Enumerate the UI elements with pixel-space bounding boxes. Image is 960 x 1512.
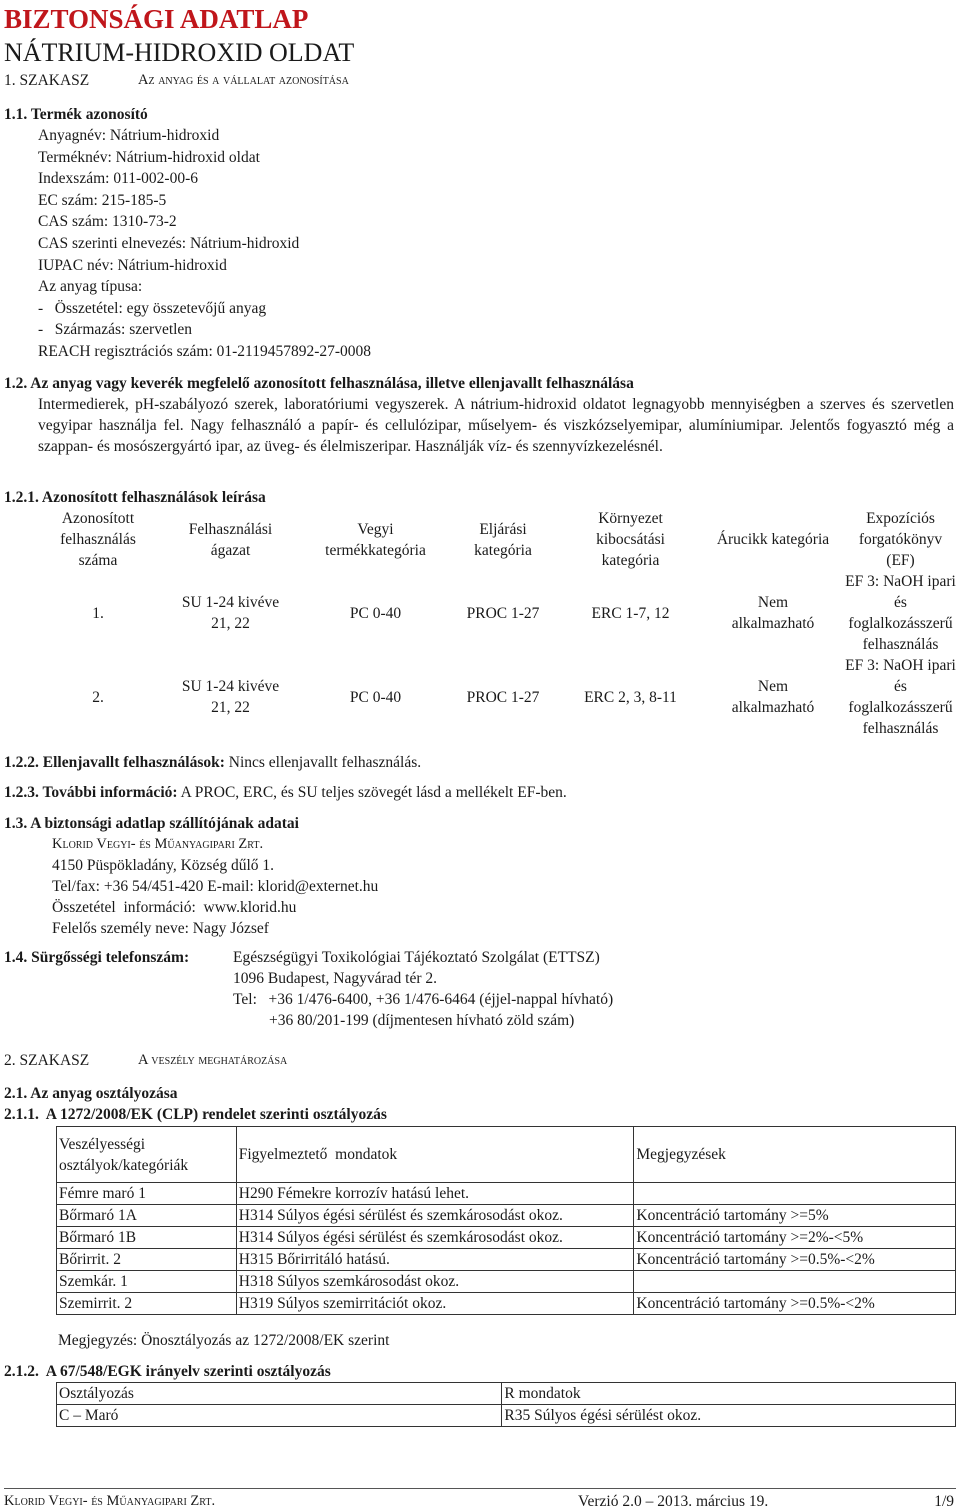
use-erc: ERC 1-7, 12 <box>591 604 670 622</box>
remark <box>634 1183 956 1205</box>
table-row <box>38 571 958 655</box>
product-title: NÁTRIUM-HIDROXID OLDAT <box>4 38 355 67</box>
hazard-statement: H319 Súlyos szemirritációt okoz. <box>236 1293 634 1315</box>
header-cell: Figyelmeztető mondatok <box>236 1127 634 1183</box>
use-pc: PC 0-40 <box>349 688 402 706</box>
header-cell: R mondatok <box>502 1383 956 1405</box>
hazard-class: Bőrirrit. 2 <box>57 1249 237 1271</box>
subsection-1-4-label: 1.4. Sürgősségi telefonszám: <box>4 949 190 966</box>
header-cell: Vegyi termékkategória <box>325 520 426 559</box>
use-sector: SU 1-24 kivéve 21, 22 <box>181 678 280 716</box>
table-header-row <box>57 1383 956 1405</box>
footer-page-number: 1/9 <box>934 1493 954 1510</box>
use-sector: SU 1-24 kivéve 21, 22 <box>181 594 280 632</box>
subsection-1-2-3-text: A PROC, ERC, és SU teljes szövegét lásd a mellékelt EF-ben. <box>180 784 567 801</box>
header-cell: Osztályozás <box>57 1383 502 1405</box>
use-es: EF 3: NaOH ipari és foglalkozásszerű felhasználás <box>845 657 956 737</box>
emergency-service: Egészségügyi Toxikológiai Tájékoztató Szolgálat (ETTSZ) <box>233 949 600 966</box>
dsd-classification-table <box>56 1382 956 1427</box>
product-identifier-list <box>38 125 371 363</box>
subsection-2-1-2-title: 2.1.2. A 67/548/EGK irányelv szerinti osztályozás <box>4 1363 331 1380</box>
hazard-class: Fémre maró 1 <box>57 1183 237 1205</box>
subsection-1-2-2 <box>4 752 421 773</box>
use-proc: PROC 1-27 <box>466 604 540 622</box>
clp-classification-table <box>56 1126 956 1315</box>
footer-version: Verzió 2.0 – 2013. március 19. <box>578 1493 769 1510</box>
section-2-label: 2. SZAKASZ <box>4 1052 90 1069</box>
emergency-phone: Tel: +36 1/476-6400, +36 1/476-6464 (éjjel-nappal hívható) <box>233 991 614 1008</box>
header-cell: Eljárási kategória <box>474 520 532 559</box>
supplier-line: 4150 Püspökladány, Község dűlő 1. <box>52 857 275 874</box>
table-row <box>57 1183 956 1205</box>
use-number: 2. <box>92 688 104 706</box>
subsection-2-1-1-title: 2.1.1. A 1272/2008/EK (CLP) rendelet szerinti osztályozás <box>4 1106 387 1123</box>
emergency-phone-free: +36 80/201-199 (díjmentesen hívható zöld szám) <box>269 1012 575 1029</box>
use-erc: ERC 2, 3, 8-11 <box>584 688 677 706</box>
subsection-2-1-title: 2.1. Az anyag osztályozása <box>4 1085 178 1102</box>
hazard-class: Bőrmaró 1B <box>57 1227 237 1249</box>
table-header-row <box>57 1127 956 1183</box>
subsection-1-3-title: 1.3. A biztonsági adatlap szállítójának adatai <box>4 815 299 832</box>
identified-uses-table <box>38 508 958 739</box>
section-1-label: 1. SZAKASZ <box>4 72 90 89</box>
subsection-1-2-2-text: Nincs ellenjavallt felhasználás. <box>228 754 422 771</box>
subsection-1-2-3-label: 1.2.3. További információ: <box>4 784 178 801</box>
hazard-statement: H314 Súlyos égési sérülést és szemkárosodást okoz. <box>236 1227 634 1249</box>
product-line: Anyagnév: Nátrium-hidroxid <box>38 127 220 144</box>
remark: Koncentráció tartomány >=2%-<5% <box>634 1227 956 1249</box>
footer-divider <box>4 1488 956 1489</box>
use-es: EF 3: NaOH ipari és foglalkozásszerű felhasználás <box>845 573 956 653</box>
use-pc: PC 0-40 <box>349 604 402 622</box>
table-row <box>57 1293 956 1315</box>
product-line: CAS szám: 1310-73-2 <box>38 213 177 231</box>
header-cell: Felhasználási ágazat <box>188 520 273 559</box>
document-title: BIZTONSÁGI ADATLAP <box>4 4 309 34</box>
subsection-1-1-title: 1.1. Termék azonosító <box>4 106 148 123</box>
use-ac: Nem alkalmazható <box>731 678 815 716</box>
table-row <box>57 1405 956 1427</box>
hazard-statement: H290 Fémekre korrozív hatású lehet. <box>236 1183 634 1205</box>
supplier-company: Klorid Vegyi- és Műanyagipari Zrt. <box>52 836 264 852</box>
product-line: - Összetétel: egy összetevőjű anyag <box>38 299 267 317</box>
hazard-statement: H318 Súlyos szemkárosodást okoz. <box>236 1271 634 1293</box>
header-cell: Azonosított felhasználás száma <box>60 510 136 569</box>
supplier-line: Felelős személy neve: Nagy József <box>52 920 269 937</box>
product-line: Az anyag típusa: <box>38 278 143 296</box>
supplier-block <box>52 834 378 939</box>
header-cell: Expozíciós forgatókönyv (EF) <box>858 510 943 569</box>
remark: Koncentráció tartomány >=0.5%-<2% <box>634 1293 956 1315</box>
remark: Koncentráció tartomány >=5% <box>634 1205 956 1227</box>
supplier-line: Összetétel információ: www.klorid.hu <box>52 899 297 916</box>
product-line: - Származás: szervetlen <box>38 321 193 339</box>
footer-company: Klorid Vegyi- és Műanyagipari Zrt. <box>4 1493 216 1509</box>
supplier-line: Tel/fax: +36 54/451-420 E-mail: klorid@externet.hu <box>52 878 379 895</box>
table-row <box>38 655 958 739</box>
subsection-1-2-2-label: 1.2.2. Ellenjavallt felhasználások: <box>4 754 225 771</box>
table-header-row <box>38 508 958 571</box>
product-line: REACH regisztrációs szám: 01-2119457892-27-0008 <box>38 342 372 360</box>
hazard-class: Bőrmaró 1A <box>57 1205 237 1227</box>
hazard-class: Szemkár. 1 <box>57 1271 237 1293</box>
section-1-title: Az anyag és a vállalat azonosítása <box>138 72 349 88</box>
subsection-1-2-text: Intermedierek, pH-szabályozó szerek, laboratóriumi vegyszerek. A nátrium-hidroxid oldatot legnagyobb mennyiségben a szerves és szervetlen vegyipar használja fel. Nagy felhasználó a papír- és cellulózipar, műselyem- és viszkózselyemipar, alumíniumipar. Jelentős fogyasztó még a szappan- és mosószergyártó ipar, az üveg- és élelmiszeripar. Használják víz- és szennyvízkezelésnél. <box>38 396 954 455</box>
emergency-address: 1096 Budapest, Nagyvárad tér 2. <box>233 970 438 987</box>
table-row <box>57 1227 956 1249</box>
use-number: 1. <box>92 604 104 622</box>
r-phrase-cell: R35 Súlyos égési sérülést okoz. <box>502 1405 956 1427</box>
subsection-1-2-1-title: 1.2.1. Azonosított felhasználások leírása <box>4 489 266 506</box>
classification-cell: C – Maró <box>57 1405 502 1427</box>
table-row <box>57 1249 956 1271</box>
clp-note: Megjegyzés: Önosztályozás az 1272/2008/EK szerint <box>58 1332 390 1349</box>
product-line: Indexszám: 011-002-00-6 <box>38 170 198 188</box>
table-row <box>57 1205 956 1227</box>
use-ac: Nem alkalmazható <box>731 594 815 632</box>
hazard-statement: H314 Súlyos égési sérülést és szemkárosodást okoz. <box>236 1205 634 1227</box>
header-cell: Árucikk kategória <box>716 531 830 548</box>
header-cell: Megjegyzések <box>634 1127 956 1183</box>
section-2-title: A veszély meghatározása <box>138 1052 288 1068</box>
subsection-1-2-3 <box>4 782 567 803</box>
product-line: IUPAC név: Nátrium-hidroxid <box>38 256 227 274</box>
product-line: Terméknév: Nátrium-hidroxid oldat <box>38 148 260 166</box>
hazard-class: Szemirrit. 2 <box>57 1293 237 1315</box>
product-line: CAS szerinti elnevezés: Nátrium-hidroxid <box>38 234 300 252</box>
header-cell: Veszélyességi osztályok/kategóriák <box>57 1127 237 1183</box>
hazard-statement: H315 Bőrirritáló hatású. <box>236 1249 634 1271</box>
product-line: EC szám: 215-185-5 <box>38 191 167 209</box>
subsection-1-2-title: 1.2. Az anyag vagy keverék megfelelő azonosított felhasználása, illetve ellenjavallt felhasználása <box>4 375 634 392</box>
header-cell: Környezet kibocsátási kategória <box>596 510 665 569</box>
use-proc: PROC 1-27 <box>466 688 540 706</box>
table-row <box>57 1271 956 1293</box>
remark <box>634 1271 956 1293</box>
remark: Koncentráció tartomány >=0.5%-<2% <box>634 1249 956 1271</box>
